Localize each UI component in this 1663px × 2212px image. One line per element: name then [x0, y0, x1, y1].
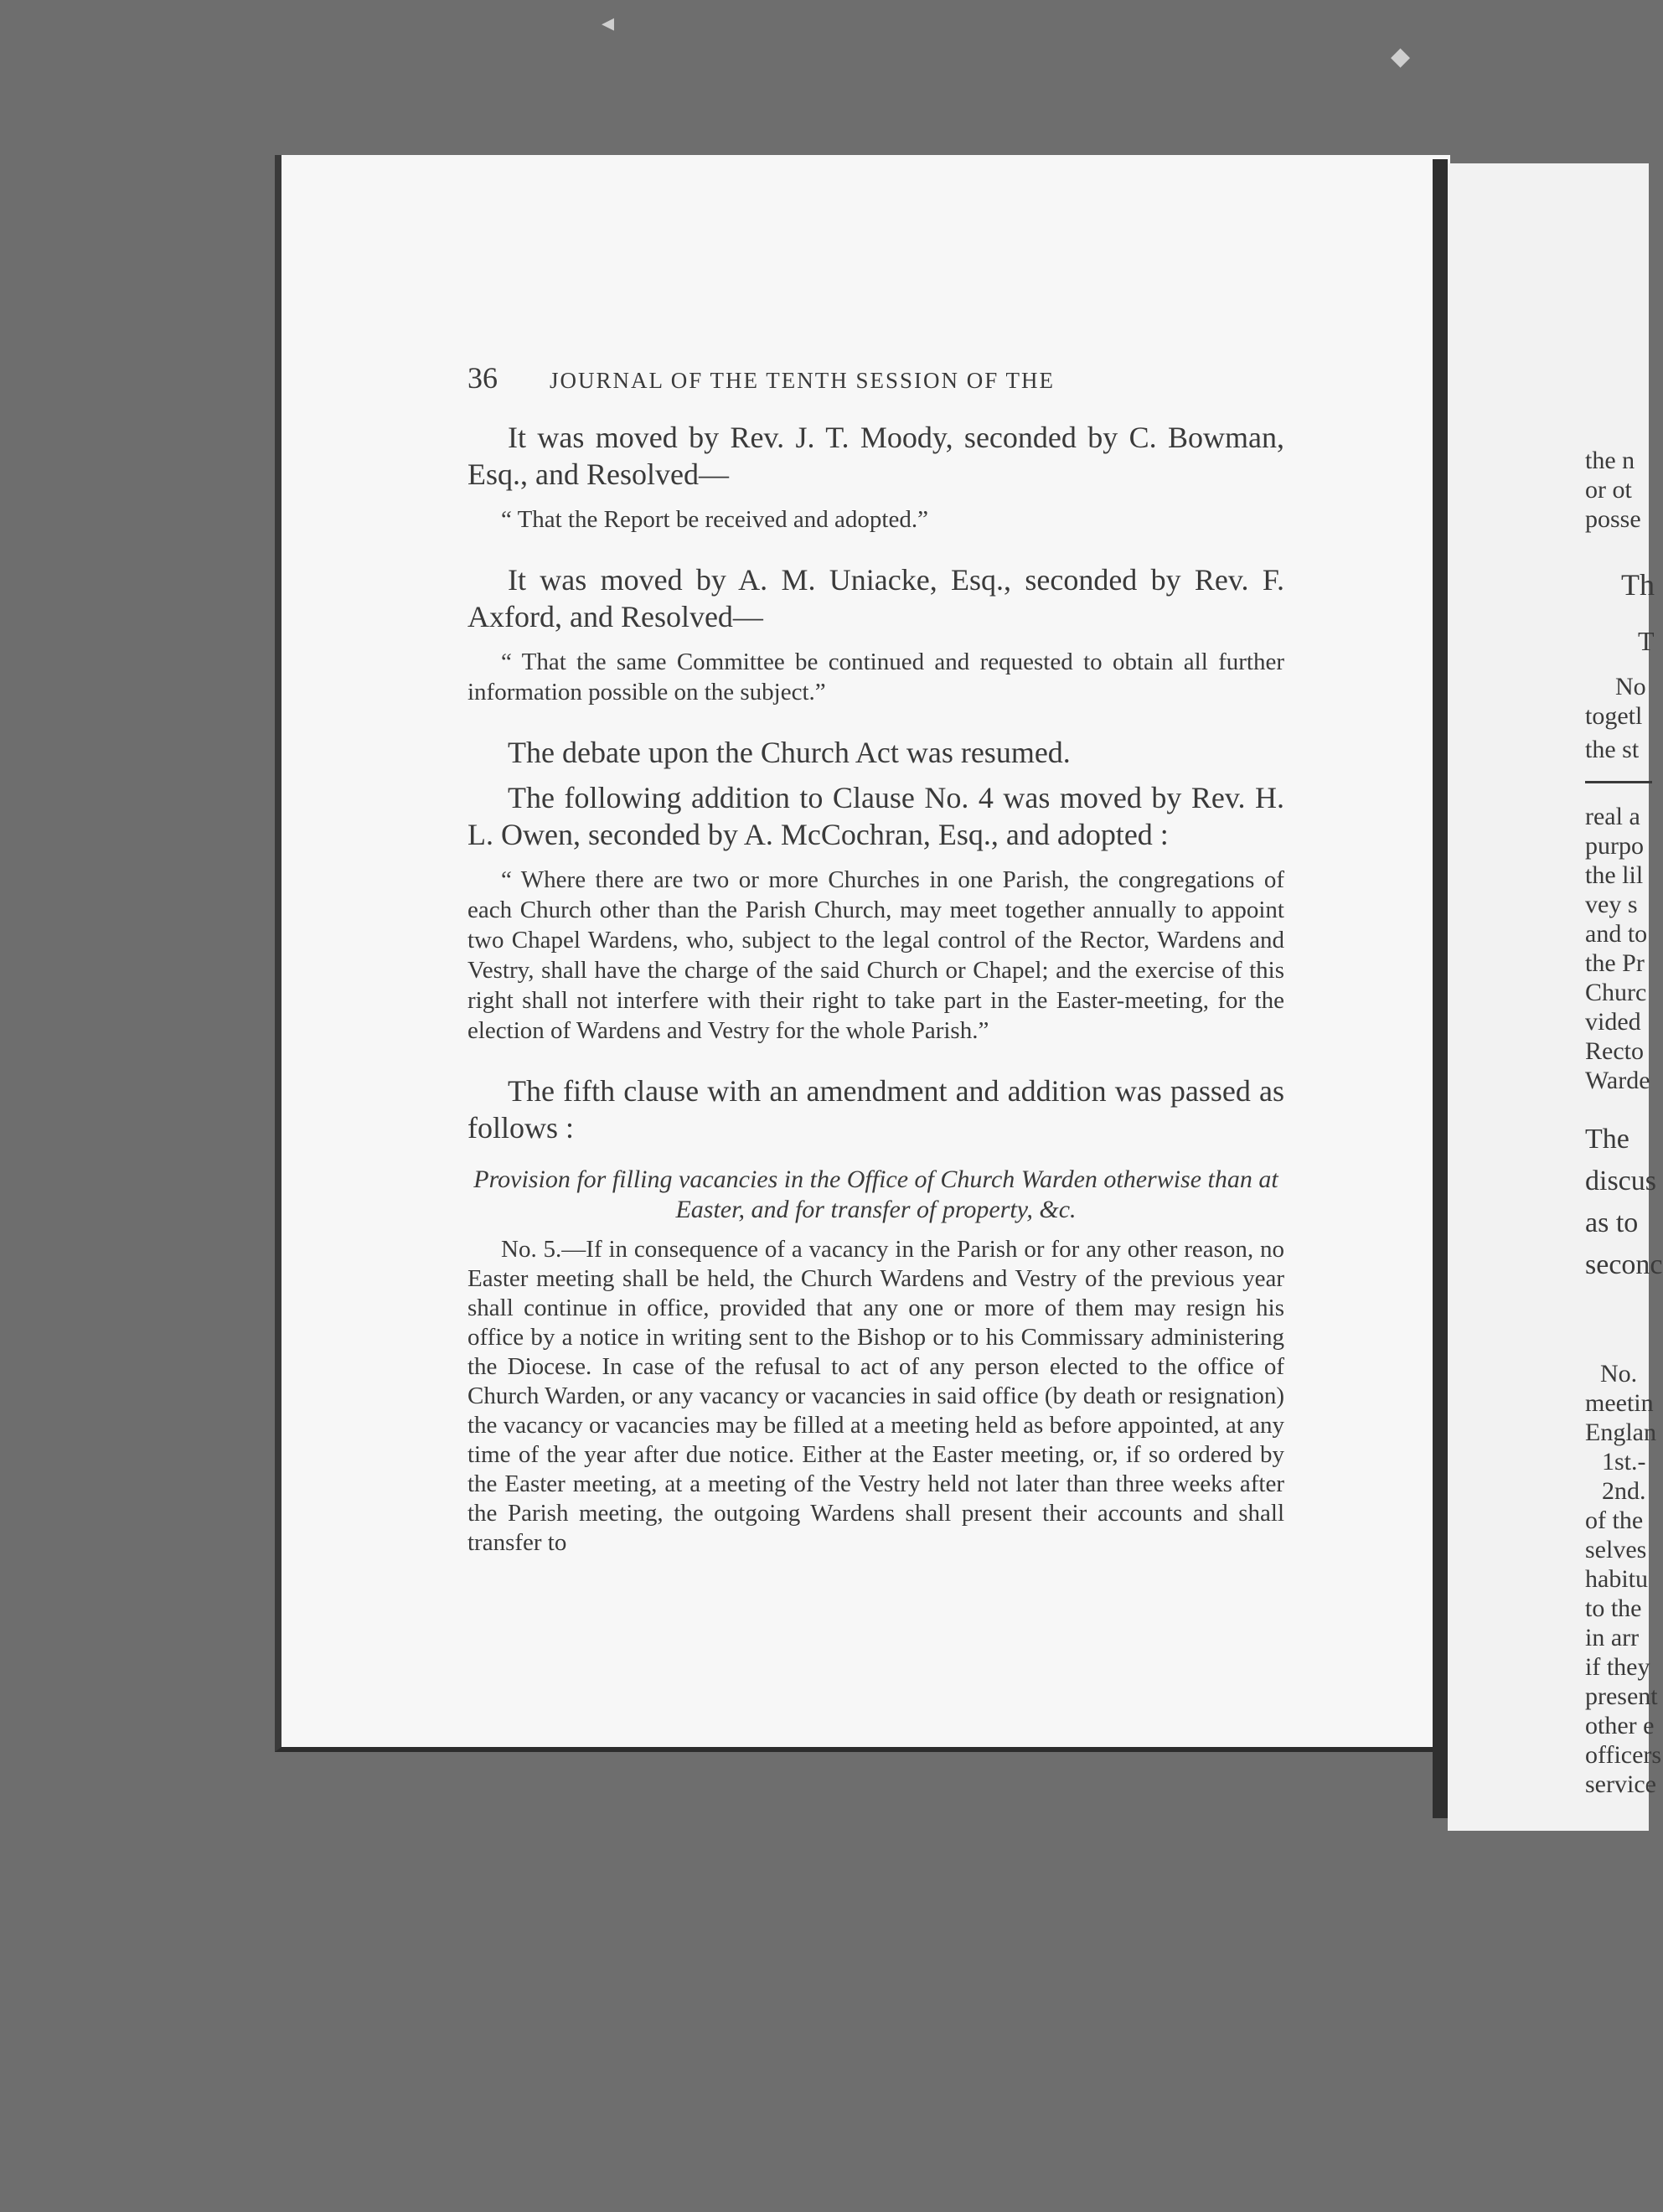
- right-line: vey s: [1585, 891, 1638, 918]
- right-line: or ot: [1585, 476, 1632, 504]
- right-line: the Pr: [1585, 949, 1645, 977]
- right-line: Englan: [1585, 1419, 1656, 1446]
- right-line: the st: [1585, 736, 1640, 763]
- right-line: No: [1615, 673, 1646, 700]
- right-line: habitu: [1585, 1565, 1648, 1593]
- right-line: service: [1585, 1770, 1656, 1798]
- quote-resolution-2: “ That the same Committee be continued and requested to obtain all further information possible on the subject.”: [467, 649, 1284, 705]
- right-line: No.: [1600, 1360, 1638, 1388]
- right-line: real a: [1585, 803, 1640, 830]
- quote-clause-4: “ Where there are two or more Churches in one Parish, the congregations of each Church other than the Parish Church, may meet together annually to appoint two Chapel Wardens, who, subject to the legal control of the Rector, Wardens and Vestry, shall have the charge of the said Church or Chapel; and the exercise of this right shall not interfere with their right to take part in the Easter-meeting, for the election of Wardens and Vestry for the whole Parish.”: [467, 866, 1284, 1044]
- right-rule: [1585, 781, 1652, 783]
- right-line: as to: [1585, 1207, 1639, 1238]
- right-line: discus: [1585, 1165, 1656, 1196]
- running-header: [467, 360, 1284, 395]
- paragraph-motion-2: It was moved by A. M. Uniacke, Esq., seconded by Rev. F. Axford, and Resolved—: [467, 563, 1284, 633]
- paragraph-addition: The following addition to Clause No. 4 was moved by Rev. H. L. Owen, seconded by A. McCochran, Esq., and adopted :: [467, 781, 1284, 851]
- right-line: other e: [1585, 1712, 1655, 1739]
- paragraph-debate: The debate upon the Church Act was resumed.: [508, 736, 1071, 769]
- right-line: togetl: [1585, 702, 1643, 730]
- right-line: if they: [1585, 1653, 1650, 1681]
- right-line: of the: [1585, 1507, 1644, 1534]
- right-line: meetin: [1585, 1389, 1654, 1417]
- running-title: JOURNAL OF THE TENTH SESSION OF THE: [550, 368, 1056, 393]
- right-line: seconc: [1585, 1249, 1663, 1280]
- right-line: the n: [1585, 447, 1635, 474]
- right-line: Churc: [1585, 979, 1647, 1006]
- right-line: The: [1585, 1124, 1629, 1155]
- right-line: Warde: [1585, 1067, 1650, 1094]
- right-line: 1st.-: [1602, 1448, 1646, 1476]
- page-number: 36: [467, 361, 498, 395]
- right-line: Th: [1621, 568, 1655, 602]
- right-line: T: [1638, 626, 1655, 656]
- right-line: 2nd.: [1602, 1477, 1646, 1505]
- scan-mark: ◆: [1391, 43, 1411, 70]
- right-line: to the: [1585, 1594, 1642, 1622]
- scan-mark: ◂: [602, 9, 615, 37]
- right-line: purpo: [1585, 832, 1644, 860]
- right-line: in arr: [1585, 1624, 1640, 1651]
- paragraph-fifth-clause: The fifth clause with an amendment and addition was passed as follows :: [467, 1074, 1284, 1145]
- right-line: officers: [1585, 1741, 1662, 1769]
- right-line: the lil: [1585, 861, 1644, 889]
- right-line: present: [1585, 1682, 1658, 1710]
- right-line: Recto: [1585, 1037, 1644, 1065]
- page-content: [467, 360, 1284, 1558]
- right-line: vided: [1585, 1008, 1641, 1036]
- paragraph-motion-1: It was moved by Rev. J. T. Moody, seconded by C. Bowman, Esq., and Resolved—: [467, 421, 1284, 491]
- page-gutter: [1433, 159, 1448, 1818]
- section-heading: Provision for filling vacancies in the Office of Church Warden otherwise than at Easter, and for transfer of property, &c.: [473, 1165, 1278, 1223]
- right-line: and to: [1585, 920, 1648, 948]
- quote-resolution-1: “ That the Report be received and adopted.”: [501, 506, 928, 533]
- right-line: posse: [1585, 505, 1641, 533]
- right-line: selves: [1585, 1536, 1647, 1563]
- paragraph-clause-5: No. 5.—If in consequence of a vacancy in the Parish or for any other reason, no Easter meeting shall be held, the Church Wardens and Vestry of the previous year shall continue in office, provided that any one or more of them may resign his office by a notice in writing sent to the Bishop or to his Commissary administering the Diocese. In case of the refusal to act of any person elected to the office of Church Warden, or any vacancy or vacancies in said office (by death or resignation) the vacancy or vacancies may be filled at a meeting held as before appointed, at any time of the year after due notice. Either at the Easter meeting, or, if so ordered by the Easter meeting, at a meeting of the Vestry held not later than three weeks after the Parish meeting, the outgoing Wardens shall present their accounts and shall transfer to: [467, 1236, 1284, 1556]
